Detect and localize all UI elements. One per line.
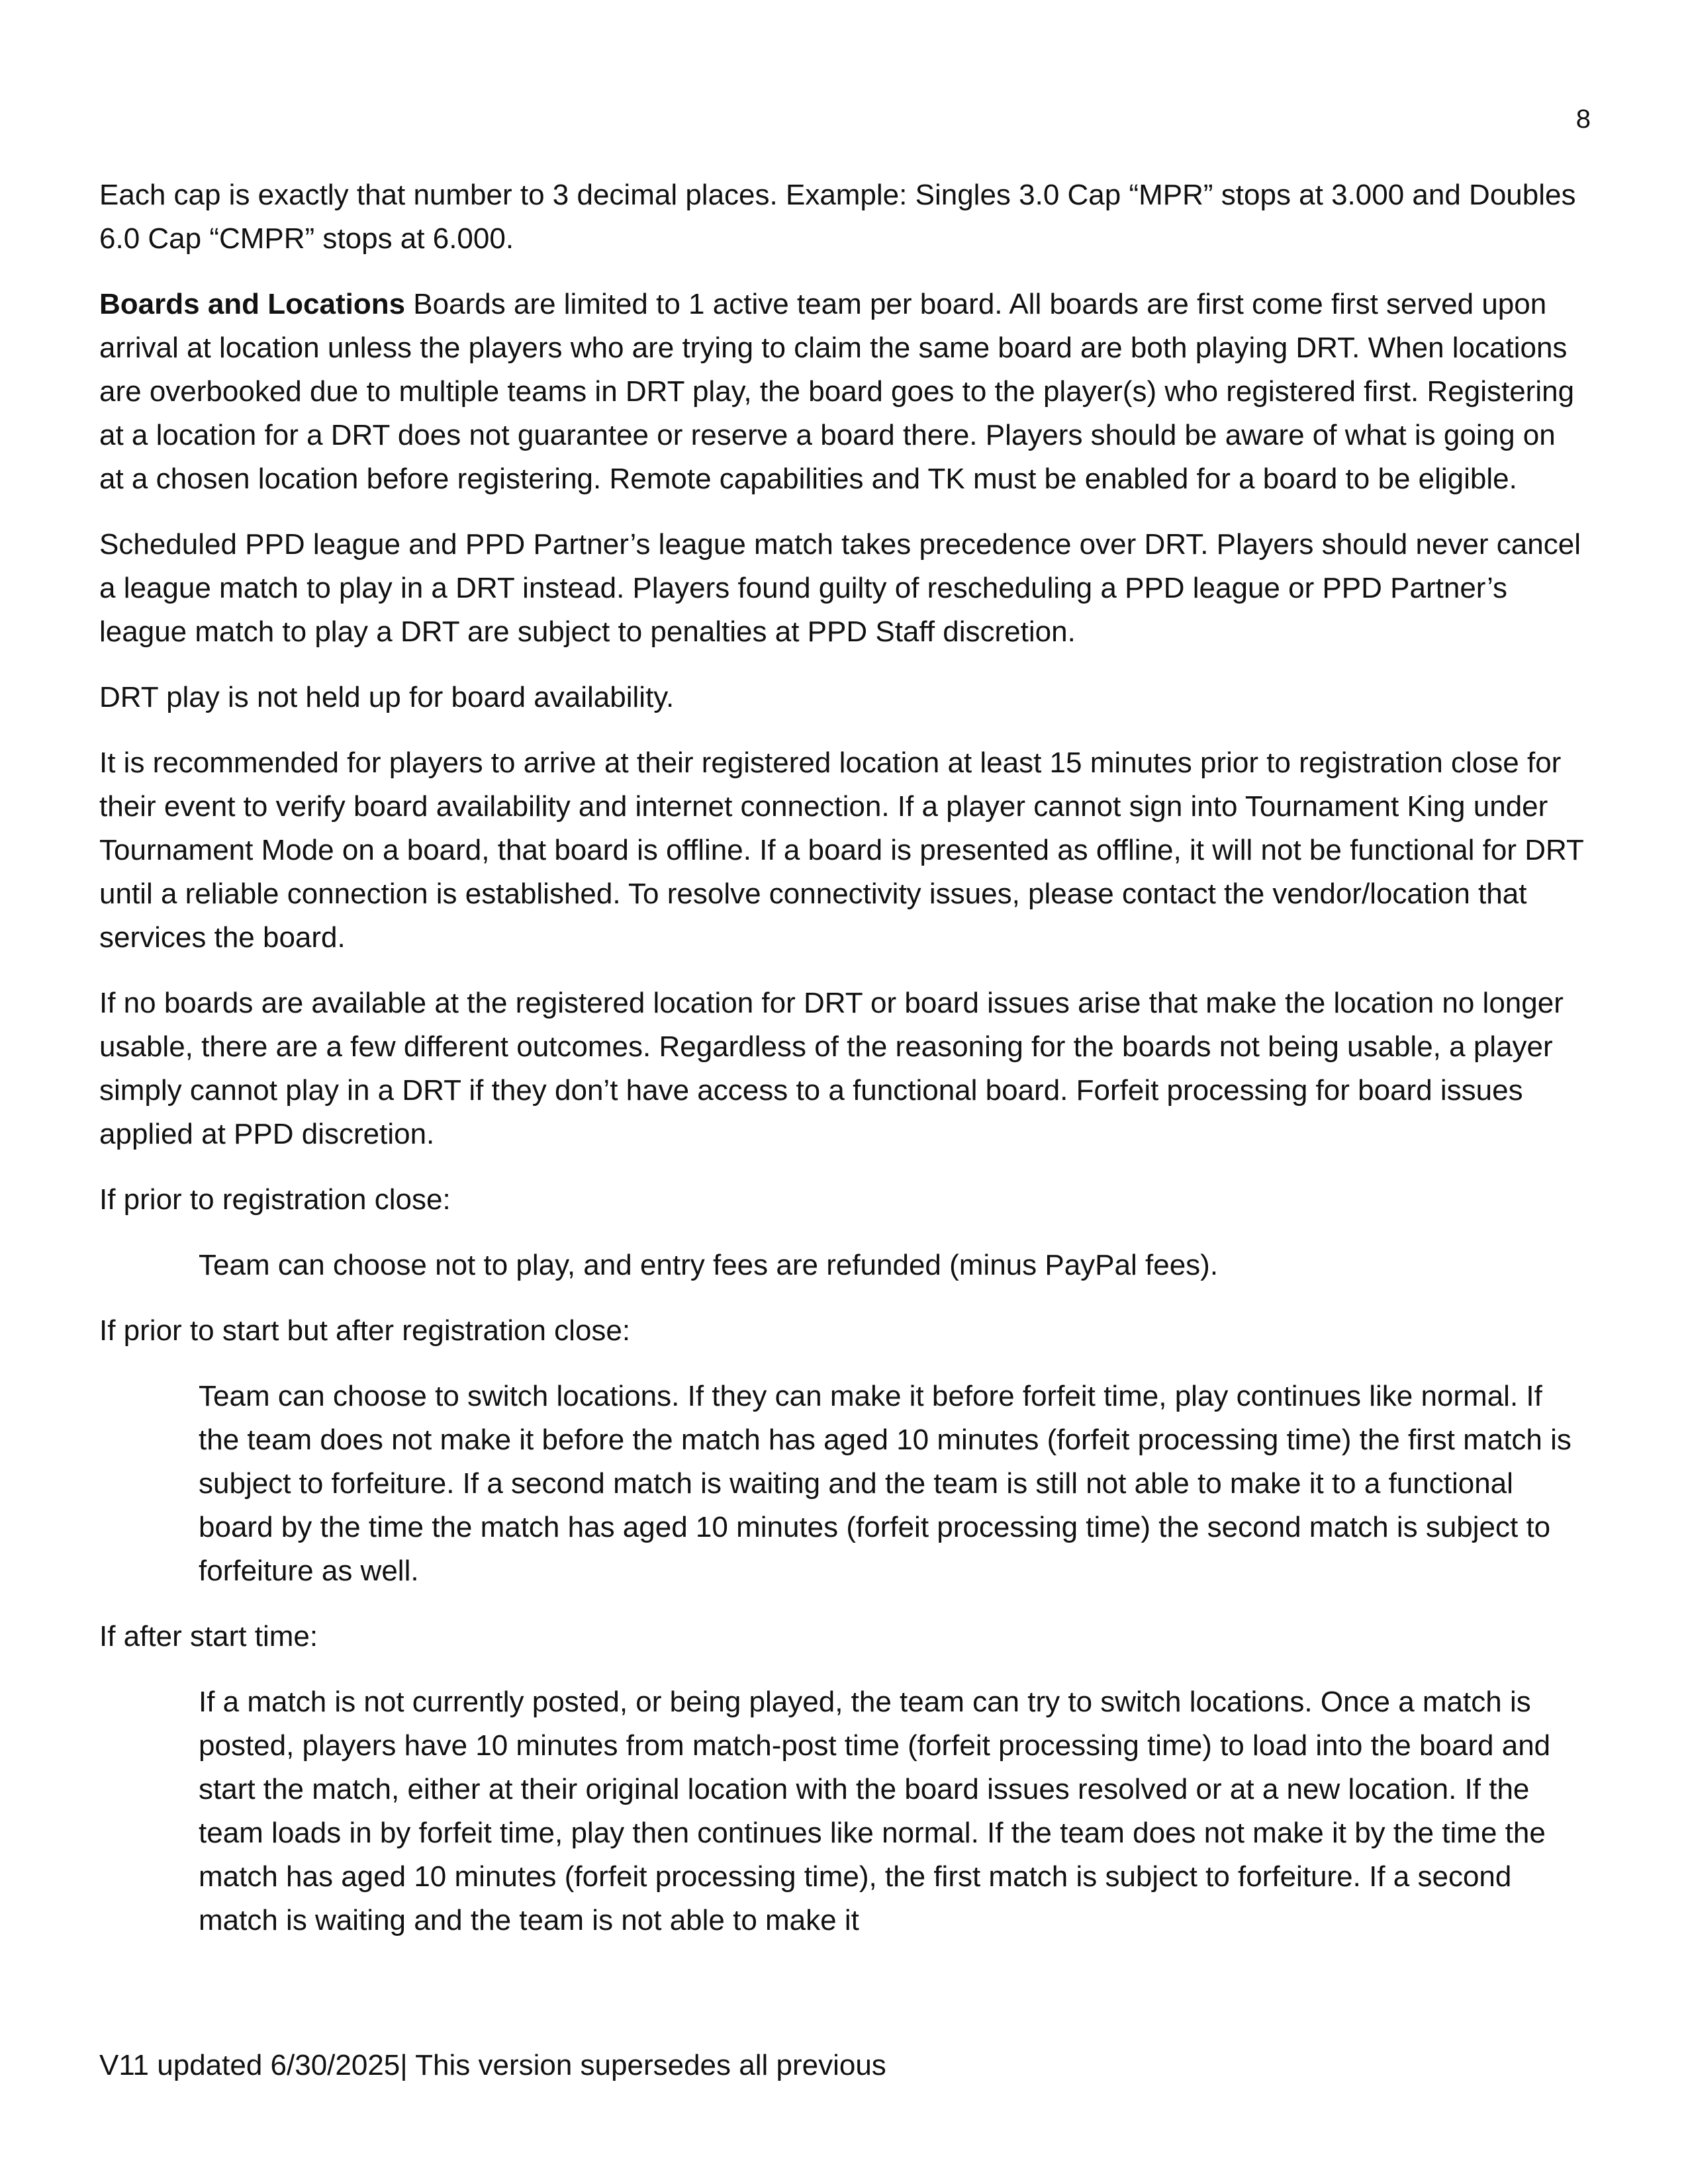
paragraph-prior-to-start-detail: Team can choose to switch locations. If they can make it before forfeit time, play continues like normal. If the team does not make it before the match has aged 10 minutes (forfeit processing time) the first match is subject to forfeiture. If a second match is waiting and the team is still not able to make it to a functional board by the time the match has aged 10 minutes (forfeit processing time) the second match is subject to forfeiture as well. xyxy=(199,1380,1571,1587)
paragraph-boards-body: Boards are limited to 1 active team per board. All boards are first come first served upon arrival at location unless the players who are trying to claim the same board are both playing DRT. When locations are overbooked due to multiple teams in DRT play, the board goes to the player(s) who registered first. Registering at a location for a DRT does not guarantee or reserve a board there. Players should be aware of what is going on at a chosen location before registering. Remote capabilities and TK must be enabled for a board to be eligible. xyxy=(99,288,1575,495)
page-number: 8 xyxy=(1575,105,1591,134)
paragraph-boards-and-locations xyxy=(99,283,1585,501)
paragraph-no-boards-available: If no boards are available at the registered location for DRT or board issues arise that make the location no longer usable, there are a few different outcomes. Regardless of the reasoning for the boards not being usable, a player simply cannot play in a DRT if they don’t have access to a functional board. Forfeit processing for board issues applied at PPD discretion. xyxy=(99,987,1564,1150)
paragraph-after-start-time: If after start time: xyxy=(99,1620,318,1653)
page-content xyxy=(99,173,1585,1964)
paragraph-prior-to-registration-close-detail: Team can choose not to play, and entry fees are refunded (minus PayPal fees). xyxy=(199,1249,1219,1281)
paragraph-after-start-time-detail: If a match is not currently posted, or being played, the team can try to switch locations. Once a match is posted, players have 10 minutes from match-post time (forfeit processing time) to load into the board and start the match, either at their original location with the board issues resolved or at a new location. If the team loads in by forfeit time, play then continues like normal. If the team does not make it by the time the match has aged 10 minutes (forfeit processing time), the first match is subject to forfeiture. If a second match is waiting and the team is not able to make it xyxy=(199,1686,1551,1936)
paragraph-prior-to-start: If prior to start but after registration close: xyxy=(99,1314,631,1347)
paragraph-league-precedence: Scheduled PPD league and PPD Partner’s league match takes precedence over DRT. Players should never cancel a league match to play in a DRT instead. Players found guilty of rescheduling a PPD league or PPD Partner’s league match to play a DRT are subject to penalties at PPD Staff discretion. xyxy=(99,528,1581,648)
paragraph-board-availability: DRT play is not held up for board availability. xyxy=(99,681,675,713)
page-footer: V11 updated 6/30/2025| This version supersedes all previous xyxy=(99,2049,886,2081)
paragraph-prior-to-registration-close: If prior to registration close: xyxy=(99,1183,451,1216)
section-heading-boards-and-locations: Boards and Locations xyxy=(99,288,406,320)
paragraph-arrival-recommendation: It is recommended for players to arrive at their registered location at least 15 minutes prior to registration close for their event to verify board availability and internet connection. If a player cannot sign into Tournament King under Tournament Mode on a board, that board is offline. If a board is presented as offline, it will not be functional for DRT until a reliable connection is established. To resolve connectivity issues, please contact the vendor/location that services the board. xyxy=(99,747,1584,954)
paragraph-cap-decimals: Each cap is exactly that number to 3 decimal places. Example: Singles 3.0 Cap “MPR” stops at 3.000 and Doubles 6.0 Cap “CMPR” stops at 6.000. xyxy=(99,179,1576,255)
